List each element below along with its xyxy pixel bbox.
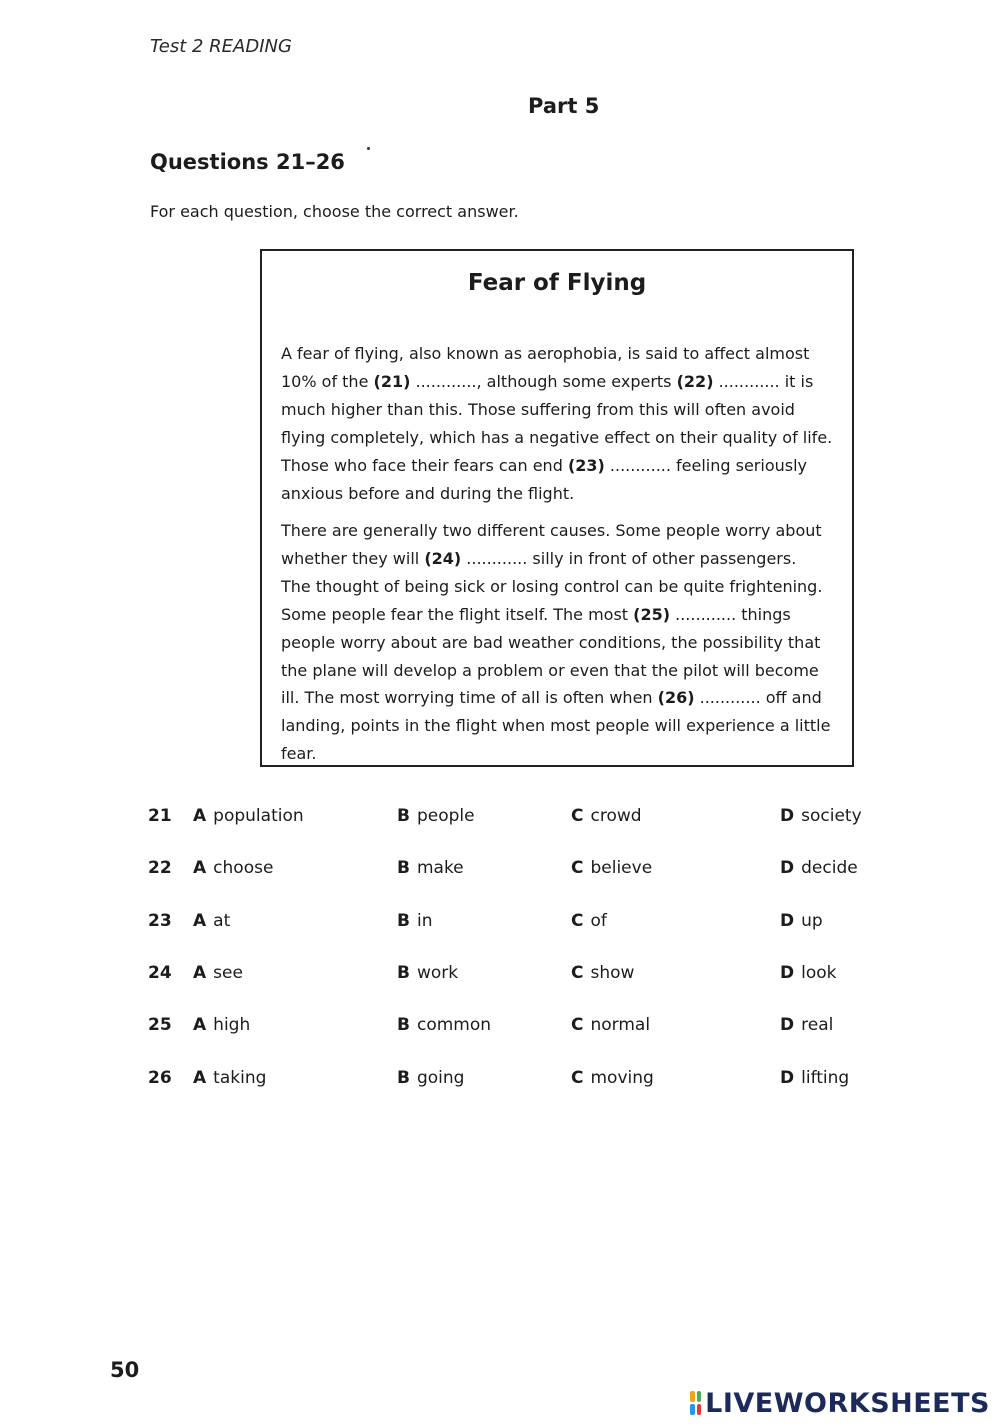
passage-line xyxy=(281,684,851,712)
option-text: work xyxy=(416,962,459,983)
questions-heading: Questions 21–26 xyxy=(150,150,345,174)
question-number: 26 xyxy=(148,1067,172,1088)
gap-number: (23) xyxy=(567,455,605,475)
passage-line xyxy=(281,573,851,601)
option-letter: D xyxy=(780,962,795,983)
answer-option-b[interactable] xyxy=(397,1068,464,1088)
passage-text: The thought of being sick or losing control can be quite frightening. xyxy=(281,576,823,596)
logo-square xyxy=(690,1404,695,1415)
instruction-text: For each question, choose the correct answer. xyxy=(150,202,519,221)
option-text: show xyxy=(590,962,635,983)
question-number: 23 xyxy=(148,910,172,931)
passage-line xyxy=(281,340,851,368)
answer-option-c[interactable] xyxy=(571,1015,650,1035)
option-text: of xyxy=(590,910,607,931)
option-letter: B xyxy=(397,1015,410,1036)
option-letter: C xyxy=(571,858,584,879)
option-text: people xyxy=(416,806,475,826)
option-text: high xyxy=(213,1015,251,1036)
liveworksheets-logo xyxy=(690,1384,990,1422)
answer-option-d[interactable] xyxy=(780,1015,833,1035)
gap-number: (21) xyxy=(373,371,411,391)
answer-option-a[interactable] xyxy=(193,963,243,983)
option-text: choose xyxy=(213,858,274,879)
logo-square xyxy=(697,1404,702,1415)
option-letter: D xyxy=(780,1067,795,1088)
option-letter: C xyxy=(571,806,584,826)
option-letter: B xyxy=(397,858,410,879)
logo-square xyxy=(690,1391,695,1402)
option-text: society xyxy=(801,806,862,826)
passage-text: ............ things xyxy=(670,604,791,624)
answer-option-d[interactable] xyxy=(780,1068,849,1088)
test-label: Test 2 READING xyxy=(150,36,292,57)
option-letter: D xyxy=(780,1015,795,1036)
answer-option-b[interactable] xyxy=(397,806,475,826)
passage-text: A fear of flying, also known as aerophobia, is said to affect almost xyxy=(281,344,810,363)
passage-text: ill. The most worrying time of all is often when xyxy=(281,688,658,708)
passage-text: landing, points in the flight when most people will experience a little xyxy=(281,716,831,736)
page-number: 50 xyxy=(110,1358,140,1382)
passage-line xyxy=(281,517,851,545)
answer-option-c[interactable] xyxy=(571,1068,654,1088)
passage-text: whether they will xyxy=(281,548,425,568)
option-letter: B xyxy=(397,910,410,931)
passage-text: 10% of the xyxy=(281,371,374,391)
option-letter: A xyxy=(193,806,207,826)
option-text: decide xyxy=(801,858,858,879)
passage-text: much higher than this. Those suffering from this will often avoid xyxy=(281,399,795,419)
passage-line xyxy=(281,545,851,573)
passage-title: Fear of Flying xyxy=(467,270,647,296)
option-text: normal xyxy=(590,1015,651,1036)
answer-option-c[interactable] xyxy=(571,911,607,931)
passage-line xyxy=(281,396,851,424)
ink-speck xyxy=(367,147,370,150)
question-number: 25 xyxy=(148,1015,172,1036)
option-letter: A xyxy=(193,1067,207,1088)
answer-option-a[interactable] xyxy=(193,1015,250,1035)
passage-text: anxious before and during the flight. xyxy=(281,483,575,503)
answer-option-a[interactable] xyxy=(193,1068,266,1088)
option-letter: B xyxy=(397,962,410,983)
option-text: look xyxy=(801,962,837,983)
answer-option-b[interactable] xyxy=(397,911,432,931)
option-letter: B xyxy=(397,806,410,826)
answer-option-a[interactable] xyxy=(193,911,230,931)
option-letter: A xyxy=(193,1015,207,1036)
option-text: common xyxy=(416,1015,492,1036)
gap-number: (26) xyxy=(657,688,695,708)
passage-line xyxy=(281,368,851,396)
option-letter: A xyxy=(193,910,207,931)
passage-line xyxy=(281,712,851,740)
passage-text: flying completely, which has a negative effect on their quality of life. xyxy=(281,427,833,447)
answer-option-a[interactable] xyxy=(193,806,304,826)
answer-option-a[interactable] xyxy=(193,858,273,878)
option-text: lifting xyxy=(801,1067,850,1088)
option-letter: C xyxy=(571,1067,584,1088)
option-letter: C xyxy=(571,910,584,931)
passage-paragraph-2 xyxy=(281,517,851,768)
option-text: in xyxy=(416,910,433,931)
option-text: population xyxy=(213,806,304,826)
option-letter: A xyxy=(193,962,207,983)
passage-text: ............, although some experts xyxy=(410,371,677,391)
question-number: 22 xyxy=(148,858,172,879)
option-text: moving xyxy=(590,1067,654,1088)
option-letter: D xyxy=(780,910,795,931)
passage-line xyxy=(281,452,851,480)
gap-number: (25) xyxy=(633,604,671,624)
option-text: up xyxy=(801,910,823,931)
option-letter: D xyxy=(780,858,795,879)
passage-line xyxy=(281,629,851,657)
answer-option-d[interactable] xyxy=(780,963,837,983)
option-letter: B xyxy=(397,1067,410,1088)
answer-option-c[interactable] xyxy=(571,963,634,983)
passage-text: the plane will develop a problem or even that the pilot will become xyxy=(281,660,819,680)
option-text: taking xyxy=(213,1067,267,1088)
passage-box xyxy=(260,249,854,767)
option-text: at xyxy=(213,910,231,931)
passage-line xyxy=(281,424,851,452)
brand-name: LIVEWORKSHEETS xyxy=(705,1387,990,1419)
option-letter: D xyxy=(780,806,795,826)
option-text: make xyxy=(416,858,464,879)
answer-option-b[interactable] xyxy=(397,1015,491,1035)
question-number: 24 xyxy=(148,962,172,983)
passage-line xyxy=(281,601,851,629)
passage-text: ............ feeling seriously xyxy=(604,455,808,475)
passage-text: Those who face their fears can end xyxy=(281,455,568,475)
question-number: 21 xyxy=(148,806,172,826)
passage-text: ............ silly in front of other passengers. xyxy=(461,548,797,568)
passage-line xyxy=(281,740,851,768)
answer-option-d[interactable] xyxy=(780,911,823,931)
answer-option-b[interactable] xyxy=(397,963,458,983)
option-letter: A xyxy=(193,858,207,879)
passage-text: Some people fear the flight itself. The most xyxy=(281,604,634,624)
passage-text: ............ off and xyxy=(694,688,822,708)
option-letter: C xyxy=(571,1015,584,1036)
logo-square xyxy=(697,1391,702,1402)
answer-option-b[interactable] xyxy=(397,858,464,878)
gap-number: (22) xyxy=(676,371,714,391)
liveworksheets-icon xyxy=(690,1391,701,1415)
gap-number: (24) xyxy=(424,548,462,568)
answer-option-d[interactable] xyxy=(780,806,862,826)
option-text: believe xyxy=(590,858,653,879)
option-text: crowd xyxy=(590,806,642,826)
passage-text: ............ it is xyxy=(713,371,814,391)
passage-text: fear. xyxy=(281,744,317,764)
passage-paragraph-1 xyxy=(281,340,851,507)
passage-text: There are generally two different causes. Some people worry about xyxy=(281,521,822,540)
answer-option-c[interactable] xyxy=(571,806,642,826)
answer-option-c[interactable] xyxy=(571,858,652,878)
part-heading: Part 5 xyxy=(528,94,600,118)
option-text: going xyxy=(416,1067,465,1088)
option-text: real xyxy=(801,1015,834,1036)
passage-text: people worry about are bad weather conditions, the possibility that xyxy=(281,632,821,652)
passage-line xyxy=(281,657,851,685)
answer-option-d[interactable] xyxy=(780,858,858,878)
option-letter: C xyxy=(571,962,584,983)
option-text: see xyxy=(213,962,243,983)
passage-line xyxy=(281,480,851,508)
